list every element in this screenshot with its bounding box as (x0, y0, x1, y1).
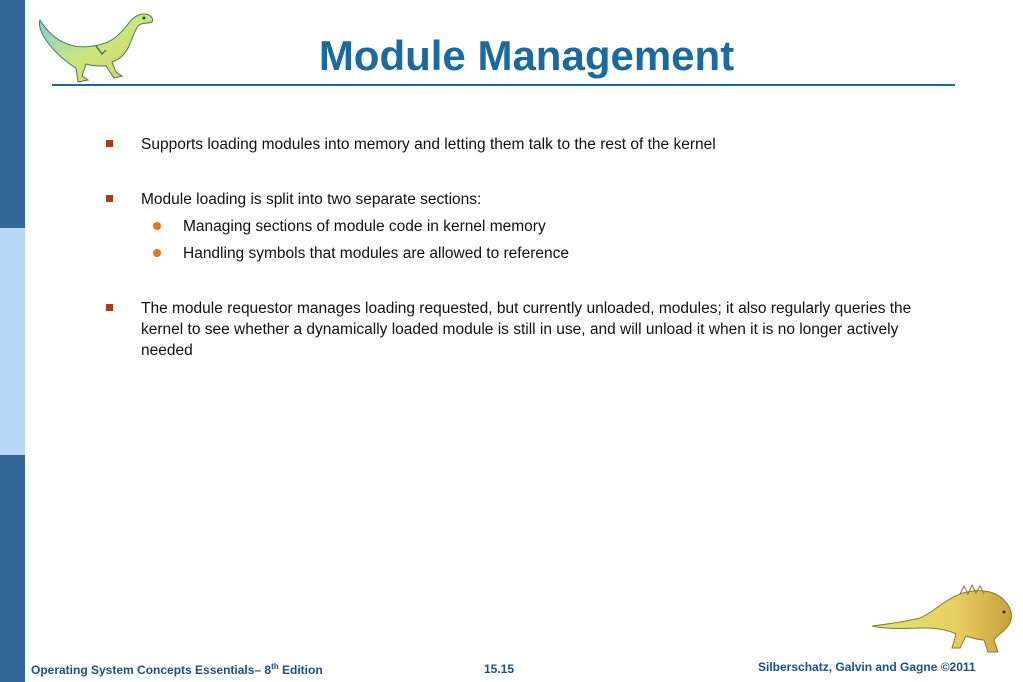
footer-book-title-text: Operating System Concepts Essentials– 8 (31, 663, 272, 677)
sub-bullet-text: Managing sections of module code in kernel memory (183, 218, 546, 235)
dinosaur-icon (868, 582, 1018, 656)
sidebar-segment-bottom (0, 455, 25, 682)
left-sidebar-stripe (0, 0, 25, 682)
bullet-text: Supports loading modules into memory and letting them talk to the rest of the kernel (141, 136, 716, 153)
footer-page-number: 15.15 (484, 662, 515, 676)
sidebar-segment-top (0, 0, 25, 228)
round-bullet-icon (153, 222, 161, 230)
bullet-text: The module requestor manages loading requested, but currently unloaded, modules; it also regularly queries the kernel to see whether a dynamically loaded module is still in use, and will unload it when it is no longer actively needed (141, 300, 912, 359)
round-bullet-icon (153, 249, 161, 257)
bullet-item (104, 134, 934, 155)
footer-authors: Silberschatz, Galvin and Gagne ©2011 (758, 660, 976, 674)
square-bullet-icon (106, 304, 113, 311)
square-bullet-icon (106, 195, 113, 202)
footer-edition-superscript: th (271, 662, 279, 671)
footer-edition-text: Edition (278, 663, 323, 677)
dinosaur-icon (36, 6, 156, 86)
footer-book-title (31, 662, 323, 677)
square-bullet-icon (106, 140, 113, 147)
sidebar-segment-middle (0, 228, 25, 455)
slide-content (104, 134, 934, 361)
slide-title: Module Management (318, 32, 735, 79)
sub-bullet-text: Handling symbols that modules are allowed to reference (183, 245, 569, 262)
sub-bullet-item (104, 216, 934, 237)
bullet-item (104, 298, 934, 361)
title-underline (52, 84, 955, 86)
bullet-text: Module loading is split into two separate sections: (141, 191, 482, 208)
bullet-item (104, 189, 934, 210)
sub-bullet-item (104, 243, 934, 264)
